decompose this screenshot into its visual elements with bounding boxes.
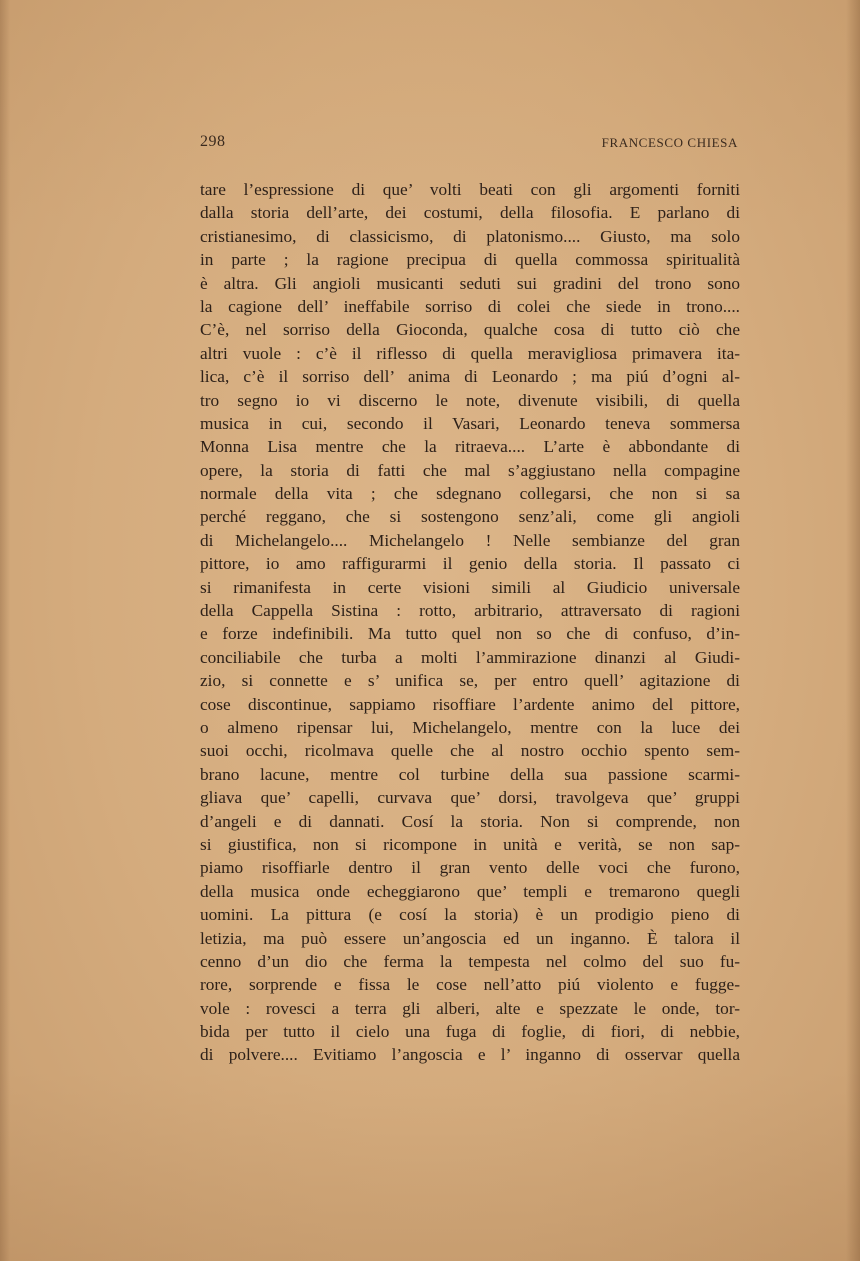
text-line: gliava que’ capelli, curvava que’ dorsi, travolgeva que’ gruppi bbox=[200, 788, 740, 808]
text-line: uomini. La pittura (e cosí la storia) è un prodigio pieno di bbox=[200, 905, 740, 925]
text-line: cristianesimo, di classicismo, di platonismo.... Giusto, ma solo bbox=[200, 226, 740, 246]
page-number: 298 bbox=[200, 133, 226, 150]
text-line: si rimanifesta in certe visioni simili al Giudicio universale bbox=[200, 577, 740, 597]
text-line: si giustifica, non si ricompone in unità e verità, se non sap- bbox=[200, 834, 740, 854]
text-line: di polvere.... Evitiamo l’angoscia e l’ inganno di osservar quella bbox=[200, 1045, 740, 1065]
text-line: tare l’espressione di que’ volti beati con gli argomenti forniti bbox=[200, 180, 740, 199]
text-line: perché reggano, che si sostengono senz’ali, come gli angioli bbox=[200, 507, 740, 527]
text-line: Monna Lisa mentre che la ritraeva.... L’arte è abbondante di bbox=[200, 437, 740, 457]
text-line: d’angeli e di dannati. Cosí la storia. Non si comprende, non bbox=[200, 811, 740, 831]
running-head bbox=[200, 133, 738, 155]
text-line: normale della vita ; che sdegnano collegarsi, che non si sa bbox=[200, 484, 740, 504]
text-line: in parte ; la ragione precipua di quella commossa spiritualità bbox=[200, 250, 740, 270]
text-line: musica in cui, secondo il Vasari, Leonardo teneva sommersa bbox=[200, 413, 740, 433]
text-line: opere, la storia di fatti che mal s’aggiustano nella compagine bbox=[200, 460, 740, 480]
text-line: cose discontinue, sappiamo risoffiare l’ardente animo del pittore, bbox=[200, 694, 740, 714]
text-line: brano lacune, mentre col turbine della sua passione scarmi- bbox=[200, 764, 740, 784]
page-left-shadow bbox=[0, 0, 10, 1261]
text-line: dalla storia dell’arte, dei costumi, della filosofia. E parlano di bbox=[200, 203, 740, 223]
text-line: C’è, nel sorriso della Gioconda, qualche cosa di tutto ciò che bbox=[200, 320, 740, 340]
text-line: altri vuole : c’è il riflesso di quella meravigliosa primavera ita- bbox=[200, 343, 740, 363]
text-line: della musica onde echeggiarono que’ templi e tremarono quegli bbox=[200, 881, 740, 901]
text-line: letizia, ma può essere un’angoscia ed un inganno. È talora il bbox=[200, 928, 740, 948]
running-title: FRANCESCO CHIESA bbox=[601, 135, 738, 150]
text-line: piamo risoffiarle dentro il gran vento delle voci che furono, bbox=[200, 858, 740, 878]
text-line: tro segno io vi discerno le note, divenute visibili, di quella bbox=[200, 390, 740, 410]
text-line: cenno d’un dio che ferma la tempesta nel colmo del suo fu- bbox=[200, 951, 740, 971]
text-line: è altra. Gli angioli musicanti seduti sui gradini del trono sono bbox=[200, 273, 740, 293]
text-line: zio, si connette e s’ unifica se, per entro quell’ agitazione di bbox=[200, 671, 740, 691]
text-line: la cagione dell’ ineffabile sorriso di colei che siede in trono.... bbox=[200, 296, 740, 316]
body-text bbox=[200, 178, 740, 1067]
text-line: di Michelangelo.... Michelangelo ! Nelle sembianze del gran bbox=[200, 530, 740, 550]
text-line: della Cappella Sistina : rotto, arbitrario, attraversato di ragioni bbox=[200, 601, 740, 621]
text-line: suoi occhi, ricolmava quelle che al nostro occhio spento sem- bbox=[200, 741, 740, 761]
text-line: pittore, io amo raffigurarmi il genio della storia. Il passato ci bbox=[200, 554, 740, 574]
text-line: vole : rovesci a terra gli alberi, alte e spezzate le onde, tor- bbox=[200, 998, 740, 1018]
text-line: e forze indefinibili. Ma tutto quel non so che di confuso, d’in- bbox=[200, 624, 740, 644]
text-line: rore, sorprende e fissa le cose nell’atto piú violento e fugge- bbox=[200, 975, 740, 995]
text-line: conciliabile che turba a molti l’ammirazione dinanzi al Giudi- bbox=[200, 647, 740, 667]
text-line: lica, c’è il sorriso dell’ anima di Leonardo ; ma piú d’ogni al- bbox=[200, 367, 740, 387]
page-right-shadow bbox=[846, 0, 860, 1261]
text-line: o almeno ripensar lui, Michelangelo, mentre con la luce dei bbox=[200, 717, 740, 737]
text-line: bida per tutto il cielo una fuga di foglie, di fiori, di nebbie, bbox=[200, 1022, 740, 1042]
